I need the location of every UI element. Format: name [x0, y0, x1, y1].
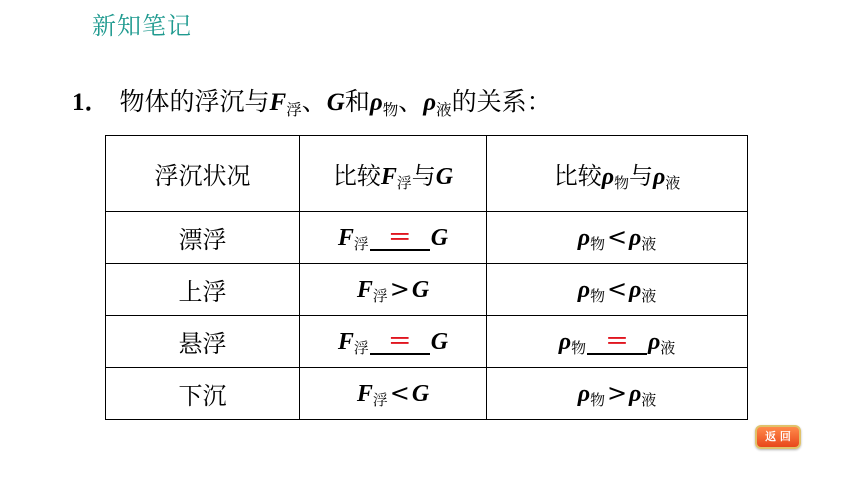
force-compare-cell: F浮 ＝ G: [300, 212, 487, 264]
answer-blank: ＝: [587, 329, 647, 355]
force-compare-cell: F浮 ＝ G: [300, 316, 487, 368]
symbol-rho-liquid: ρ液: [423, 89, 452, 119]
symbol-rho-object: ρ物: [369, 89, 399, 119]
table-header-row: [106, 136, 748, 212]
symbol-G: G: [326, 89, 345, 116]
table-row: [106, 264, 748, 316]
state-cell: 漂浮: [106, 212, 300, 264]
header-state: 浮沉状况: [106, 136, 300, 212]
page-header-title: 新知笔记: [92, 12, 192, 40]
question-heading: [72, 82, 552, 118]
state-cell: 上浮: [106, 264, 300, 316]
answer-blank: ＝: [370, 225, 430, 251]
state-cell: 悬浮: [106, 316, 300, 368]
table-row: [106, 212, 748, 264]
comparison-table: [105, 135, 748, 420]
question-text-4: 、: [398, 87, 424, 116]
question-number: 1．: [72, 89, 110, 116]
question-text-1: 物体的浮沉与: [119, 87, 270, 116]
question-text-2: 、: [301, 87, 327, 116]
force-compare-cell: F浮<G: [300, 368, 487, 420]
density-compare-cell: ρ物 ＝ ρ液: [487, 316, 748, 368]
question-text-5: 的关系：: [451, 87, 552, 116]
force-compare-cell: F浮>G: [300, 264, 487, 316]
table-row: [106, 316, 748, 368]
density-compare-cell: ρ物<ρ液: [487, 264, 748, 316]
question-text-3: 和: [344, 87, 370, 116]
density-compare-cell: ρ物>ρ液: [487, 368, 748, 420]
symbol-F: F浮: [269, 89, 302, 119]
answer-blank: ＝: [370, 329, 430, 355]
table-row: [106, 368, 748, 420]
state-cell: 下沉: [106, 368, 300, 420]
header-compare-force: 比较F浮与G: [300, 136, 487, 212]
back-button[interactable]: 返 回: [755, 425, 801, 449]
density-compare-cell: ρ物<ρ液: [487, 212, 748, 264]
header-compare-density: 比较ρ物与ρ液: [487, 136, 748, 212]
